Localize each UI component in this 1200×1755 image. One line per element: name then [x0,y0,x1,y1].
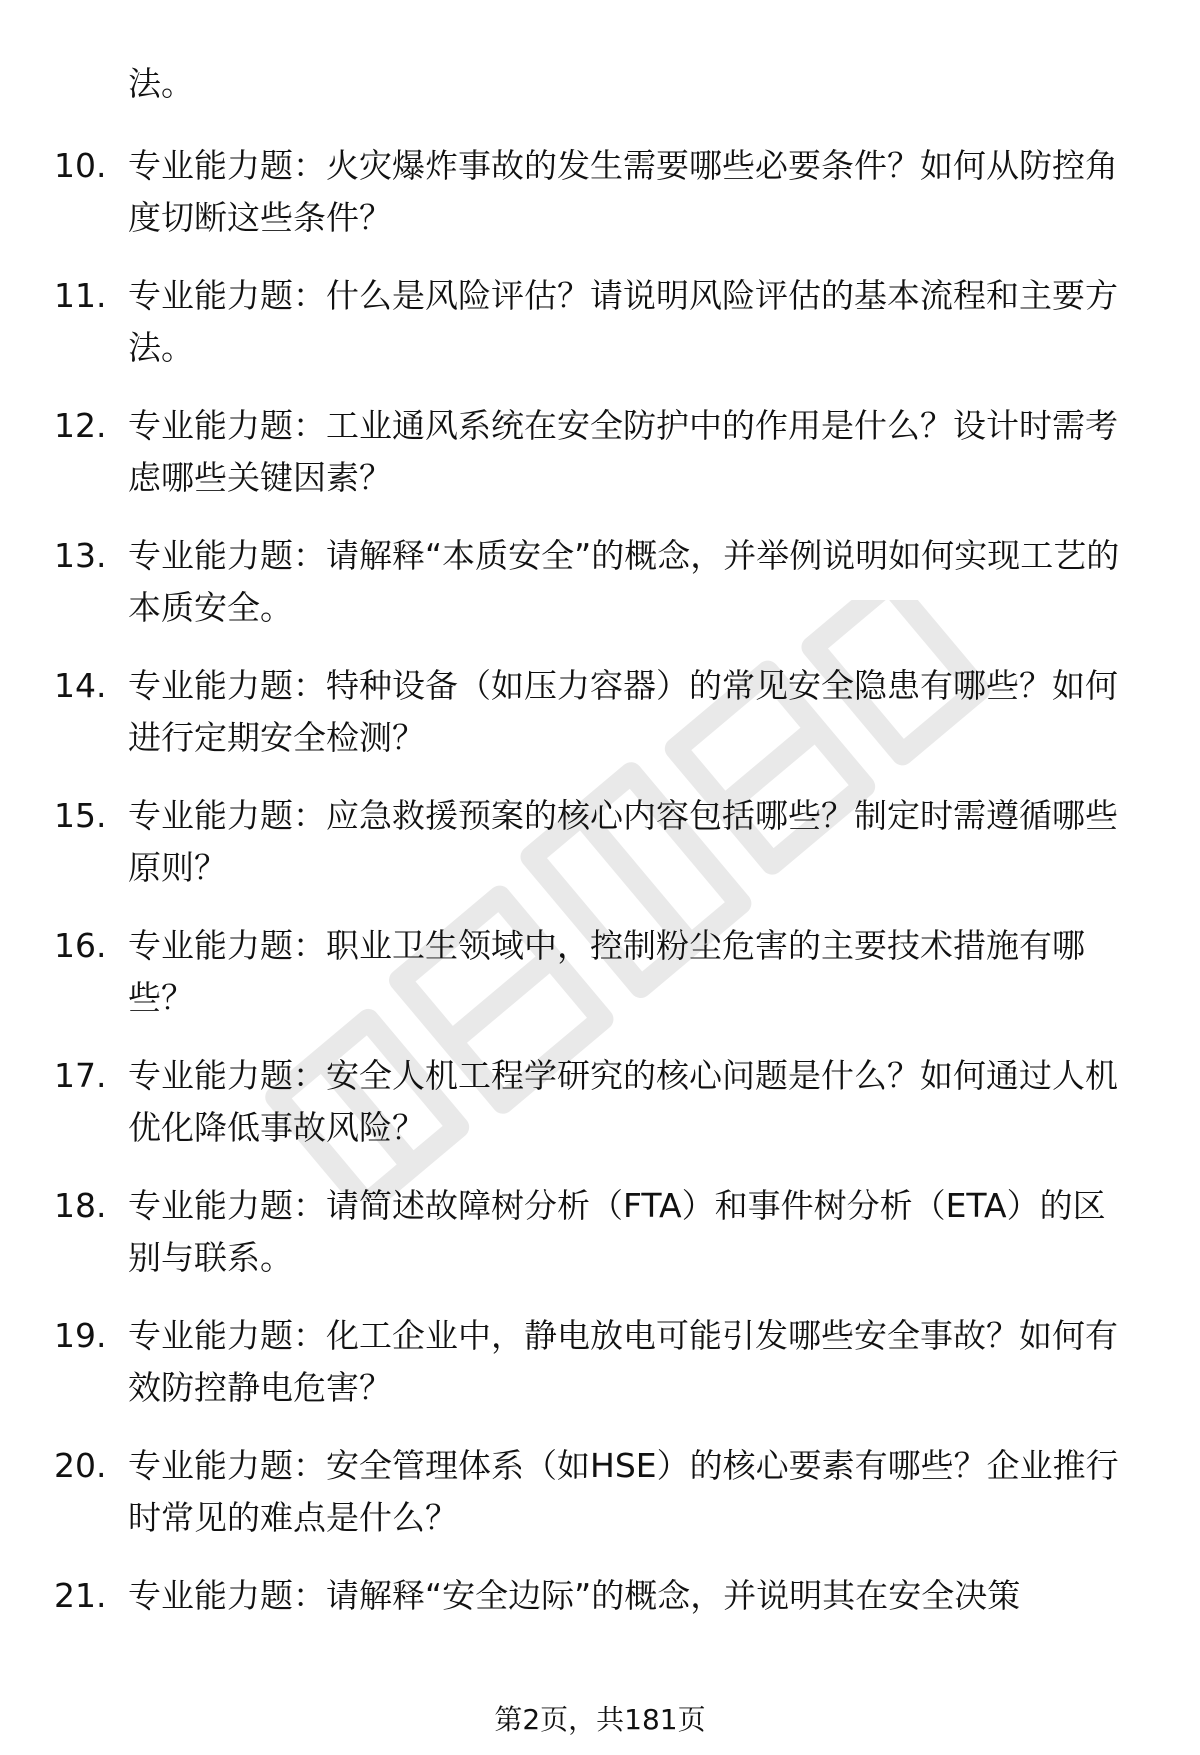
list-item [0,400,1200,530]
continuation-text: 法。 [128,64,194,103]
question-text: 专业能力题：职业卫生领域中，控制粉尘危害的主要技术措施有哪些？ [128,926,1085,1017]
question-number: 12. [54,406,107,445]
list-item [0,530,1200,660]
question-text: 专业能力题：工业通风系统在安全防护中的作用是什么？设计时需考虑哪些关键因素？ [128,406,1118,497]
list-item [0,790,1200,920]
question-text: 专业能力题：什么是风险评估？请说明风险评估的基本流程和主要方法。 [128,276,1118,367]
question-number: 21. [54,1576,107,1615]
list-item [0,920,1200,1050]
page-footer: 第2页，共181页 [494,1703,706,1736]
question-number: 14. [54,666,107,705]
list-item [0,1180,1200,1310]
question-number: 11. [54,276,107,315]
question-text: 专业能力题：请解释“本质安全”的概念，并举例说明如何实现工艺的本质安全。 [128,536,1120,627]
question-text: 专业能力题：火灾爆炸事故的发生需要哪些必要条件？如何从防控角度切断这些条件？ [128,146,1118,237]
question-list [0,140,1200,1700]
list-item [0,140,1200,270]
question-text: 专业能力题：请简述故障树分析（FTA）和事件树分析（ETA）的区别与联系。 [128,1186,1106,1277]
question-number: 10. [54,146,107,185]
list-item [0,1570,1200,1700]
question-text: 专业能力题：安全管理体系（如HSE）的核心要素有哪些？企业推行时常见的难点是什么？ [128,1446,1119,1537]
question-number: 18. [54,1186,107,1225]
list-item [0,270,1200,400]
list-item [0,1440,1200,1570]
list-item [0,660,1200,790]
list-item [0,1310,1200,1440]
question-text: 专业能力题：化工企业中，静电放电可能引发哪些安全事故？如何有效防控静电危害？ [128,1316,1118,1407]
question-text: 专业能力题：安全人机工程学研究的核心问题是什么？如何通过人机优化降低事故风险？ [128,1056,1118,1147]
question-number: 13. [54,536,107,575]
question-text: 专业能力题：请解释“安全边际”的概念，并说明其在安全决策 [128,1576,1021,1615]
question-number: 16. [54,926,107,965]
question-number: 17. [54,1056,107,1095]
question-number: 15. [54,796,107,835]
question-text: 专业能力题：特种设备（如压力容器）的常见安全隐患有哪些？如何进行定期安全检测？ [128,666,1118,757]
question-text: 专业能力题：应急救援预案的核心内容包括哪些？制定时需遵循哪些原则？ [128,796,1118,887]
list-item [0,1050,1200,1180]
question-number: 19. [54,1316,107,1355]
question-number: 20. [54,1446,107,1485]
